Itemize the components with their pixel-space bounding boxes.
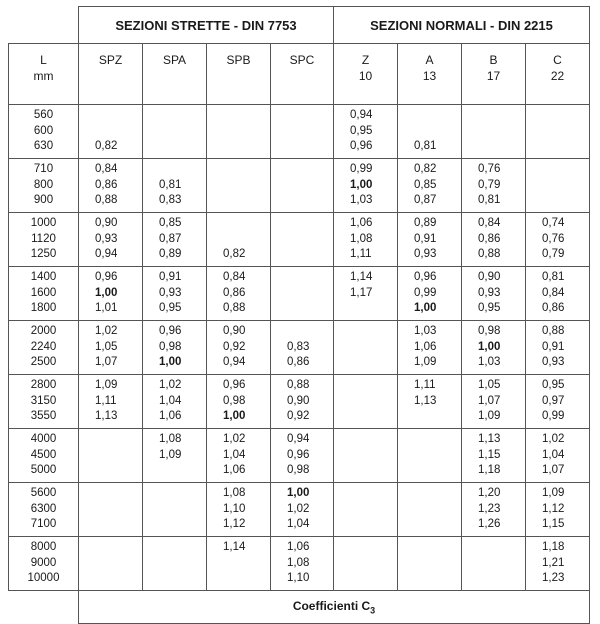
table-body bbox=[9, 105, 590, 591]
coefficient-value: 1,02 bbox=[159, 379, 182, 391]
footer-label: Coefficienti C bbox=[292, 598, 371, 613]
coefficient-value: 1,00 bbox=[159, 356, 182, 368]
length-value: 2000 bbox=[30, 325, 57, 337]
coefficient-value: 1,00 bbox=[414, 302, 437, 314]
length-value: 5000 bbox=[30, 464, 57, 476]
value-cell-spa bbox=[143, 537, 207, 591]
coefficient-value: 1,00 bbox=[350, 178, 373, 191]
coefficient-value: 0,88 bbox=[287, 379, 310, 391]
value-cell-spa bbox=[143, 429, 207, 483]
footer-row bbox=[9, 591, 590, 624]
value-cell-spb bbox=[207, 321, 271, 375]
coefficient-value bbox=[95, 108, 142, 124]
value-cell-c bbox=[526, 321, 590, 375]
length-value: 5600 bbox=[30, 487, 57, 499]
coefficient-value: 0,86 bbox=[287, 356, 310, 368]
value-cell-b bbox=[462, 213, 526, 267]
value-cell-spz bbox=[79, 321, 143, 375]
coefficient-value: 0,94 bbox=[223, 356, 246, 368]
table-row bbox=[9, 537, 590, 591]
value-cell-c bbox=[526, 483, 590, 537]
coefficient-value: 0,90 bbox=[223, 325, 246, 337]
coefficient-value: 0,98 bbox=[159, 340, 182, 353]
coefficient-value: 1,21 bbox=[542, 556, 565, 569]
coefficient-value: 0,84 bbox=[542, 286, 565, 299]
coefficient-footer bbox=[79, 591, 590, 624]
length-value: 1600 bbox=[30, 286, 57, 299]
coefficient-value bbox=[95, 124, 142, 140]
coefficient-value: 1,13 bbox=[95, 410, 118, 422]
coefficient-value: 0,81 bbox=[414, 140, 437, 152]
value-cell-b bbox=[462, 375, 526, 429]
length-value: 1800 bbox=[30, 302, 57, 314]
value-cell-c bbox=[526, 267, 590, 321]
column-size: 13 bbox=[422, 68, 437, 83]
value-cell-z bbox=[334, 213, 398, 267]
coefficient-value: 0,74 bbox=[542, 217, 565, 229]
column-header-z bbox=[334, 44, 398, 105]
column-header-a bbox=[398, 44, 462, 105]
coefficient-value: 1,11 bbox=[95, 394, 117, 407]
value-cell-b bbox=[462, 483, 526, 537]
value-cell-a bbox=[398, 267, 462, 321]
table-row bbox=[9, 267, 590, 321]
value-cell-spz bbox=[79, 375, 143, 429]
coefficient-value: 1,04 bbox=[159, 394, 182, 407]
coefficient-value: 1,15 bbox=[542, 518, 565, 530]
value-cell-c bbox=[526, 429, 590, 483]
column-size bbox=[79, 68, 142, 84]
length-cell bbox=[9, 321, 79, 375]
coefficient-value: 0,85 bbox=[159, 217, 182, 229]
column-size bbox=[143, 68, 206, 84]
coefficient-value: 0,94 bbox=[287, 433, 310, 445]
length-value: 560 bbox=[33, 109, 54, 121]
value-cell-spz bbox=[79, 429, 143, 483]
coefficient-value: 0,96 bbox=[95, 271, 118, 283]
length-value: 600 bbox=[33, 124, 54, 137]
length-value: 7100 bbox=[30, 518, 57, 530]
coefficient-value: 0,90 bbox=[95, 217, 118, 229]
table-row bbox=[9, 375, 590, 429]
coefficient-value: 1,01 bbox=[95, 302, 118, 314]
value-cell-a bbox=[398, 105, 462, 159]
coefficient-value: 1,08 bbox=[159, 433, 182, 445]
coefficient-value: 1,23 bbox=[478, 502, 501, 515]
coefficient-value: 0,87 bbox=[414, 194, 437, 206]
coefficient-value bbox=[287, 324, 333, 340]
value-cell-spz bbox=[79, 483, 143, 537]
value-cell-spa bbox=[143, 105, 207, 159]
length-symbol: L bbox=[40, 53, 47, 67]
coefficient-value: 0,96 bbox=[414, 271, 437, 283]
value-cell-spc bbox=[271, 159, 334, 213]
column-size: 22 bbox=[550, 68, 565, 83]
coefficient-value: 0,84 bbox=[478, 217, 501, 229]
length-value: 3550 bbox=[30, 410, 57, 422]
coefficient-value: 1,12 bbox=[542, 502, 565, 515]
length-value: 900 bbox=[33, 194, 54, 206]
coefficient-value: 1,00 bbox=[223, 410, 246, 422]
coefficient-value: 0,88 bbox=[542, 325, 565, 337]
table-row bbox=[9, 159, 590, 213]
coefficient-value: 1,04 bbox=[287, 518, 310, 530]
coefficient-value: 1,00 bbox=[287, 487, 310, 499]
coefficient-value: 1,26 bbox=[478, 518, 501, 530]
coefficient-value: 1,13 bbox=[414, 394, 437, 407]
coefficient-value: 0,85 bbox=[414, 178, 437, 191]
coefficient-value bbox=[414, 108, 461, 124]
coefficient-value: 0,97 bbox=[542, 394, 565, 407]
coefficient-value: 1,04 bbox=[223, 448, 246, 461]
coefficient-table bbox=[8, 6, 590, 624]
value-cell-spc bbox=[271, 375, 334, 429]
coefficient-value: 0,91 bbox=[159, 271, 182, 283]
coefficient-value: 0,76 bbox=[478, 163, 501, 175]
table-row bbox=[9, 429, 590, 483]
coefficient-value: 0,95 bbox=[478, 302, 501, 314]
coefficient-value: 0,92 bbox=[287, 410, 310, 422]
value-cell-spa bbox=[143, 267, 207, 321]
coefficient-value: 1,14 bbox=[223, 541, 246, 553]
coefficient-value: 0,81 bbox=[542, 271, 565, 283]
group-header-normal: SEZIONI NORMALI - DIN 2215 bbox=[334, 7, 590, 44]
coefficient-value: 0,96 bbox=[287, 448, 310, 461]
length-cell bbox=[9, 159, 79, 213]
value-cell-spa bbox=[143, 375, 207, 429]
value-cell-c bbox=[526, 159, 590, 213]
coefficient-value: 1,20 bbox=[478, 487, 501, 499]
length-value: 1120 bbox=[31, 232, 56, 245]
length-value: 8000 bbox=[30, 541, 57, 553]
footer-empty-cell bbox=[9, 591, 79, 624]
value-cell-spc bbox=[271, 105, 334, 159]
coefficient-value: 1,09 bbox=[542, 487, 565, 499]
coefficient-value: 1,06 bbox=[223, 464, 246, 476]
coefficient-value: 1,03 bbox=[350, 194, 373, 206]
coefficient-value: 0,94 bbox=[95, 248, 118, 260]
value-cell-spc bbox=[271, 483, 334, 537]
length-value: 800 bbox=[33, 178, 54, 191]
coefficient-value: 0,86 bbox=[478, 232, 501, 245]
column-label: B bbox=[489, 53, 498, 67]
length-value: 1250 bbox=[30, 248, 57, 260]
coefficient-value: 0,84 bbox=[223, 271, 246, 283]
value-cell-c bbox=[526, 375, 590, 429]
coefficient-value: 0,94 bbox=[350, 109, 373, 121]
length-cell bbox=[9, 429, 79, 483]
coefficient-value: 0,88 bbox=[223, 302, 246, 314]
coefficient-value: 1,03 bbox=[478, 356, 501, 368]
value-cell-c bbox=[526, 105, 590, 159]
coefficient-value: 0,82 bbox=[414, 163, 437, 175]
value-cell-b bbox=[462, 429, 526, 483]
value-cell-b bbox=[462, 537, 526, 591]
value-cell-z bbox=[334, 429, 398, 483]
value-cell-a bbox=[398, 483, 462, 537]
value-cell-spb bbox=[207, 159, 271, 213]
coefficient-value: 0,88 bbox=[478, 248, 501, 260]
coefficient-value: 1,06 bbox=[287, 541, 310, 553]
length-cell bbox=[9, 483, 79, 537]
coefficient-value: 1,08 bbox=[223, 487, 246, 499]
coefficient-value: 1,06 bbox=[414, 340, 437, 353]
value-cell-spb bbox=[207, 429, 271, 483]
length-value: 9000 bbox=[30, 556, 57, 569]
coefficient-value: 1,11 bbox=[350, 248, 372, 260]
coefficient-value: 0,90 bbox=[287, 394, 310, 407]
value-cell-spc bbox=[271, 321, 334, 375]
coefficient-value: 1,09 bbox=[159, 448, 182, 461]
coefficient-value: 0,79 bbox=[542, 248, 565, 260]
coefficient-value: 0,95 bbox=[159, 302, 182, 314]
column-label: Z bbox=[361, 53, 370, 67]
coefficient-value: 0,83 bbox=[159, 194, 182, 206]
group-header-narrow: SEZIONI STRETTE - DIN 7753 bbox=[79, 7, 334, 44]
value-cell-z bbox=[334, 321, 398, 375]
value-cell-a bbox=[398, 375, 462, 429]
value-cell-spb bbox=[207, 213, 271, 267]
value-cell-a bbox=[398, 213, 462, 267]
value-cell-spc bbox=[271, 213, 334, 267]
value-cell-spz bbox=[79, 159, 143, 213]
coefficient-value: 0,76 bbox=[542, 232, 565, 245]
coefficient-value: 0,86 bbox=[223, 286, 246, 299]
value-cell-a bbox=[398, 537, 462, 591]
coefficient-value: 0,93 bbox=[542, 356, 565, 368]
length-cell bbox=[9, 375, 79, 429]
value-cell-spa bbox=[143, 321, 207, 375]
length-value: 710 bbox=[33, 163, 54, 175]
value-cell-spz bbox=[79, 105, 143, 159]
coefficient-value: 0,96 bbox=[223, 379, 246, 391]
coefficient-value: 1,18 bbox=[542, 541, 565, 553]
value-cell-spa bbox=[143, 483, 207, 537]
coefficient-value: 1,18 bbox=[478, 464, 501, 476]
coefficient-value: 1,12 bbox=[223, 518, 246, 530]
coefficient-value: 1,09 bbox=[95, 379, 118, 391]
coefficient-value: 0,84 bbox=[95, 163, 118, 175]
value-cell-z bbox=[334, 537, 398, 591]
value-cell-spa bbox=[143, 159, 207, 213]
value-cell-b bbox=[462, 105, 526, 159]
coefficient-value: 1,06 bbox=[159, 410, 182, 422]
column-header-spz bbox=[79, 44, 143, 105]
coefficient-value bbox=[414, 124, 461, 140]
length-cell bbox=[9, 213, 79, 267]
value-cell-spb bbox=[207, 105, 271, 159]
value-cell-spb bbox=[207, 375, 271, 429]
coefficient-value: 0,96 bbox=[159, 325, 182, 337]
coefficient-value: 1,13 bbox=[478, 433, 501, 445]
column-size: 10 bbox=[358, 68, 373, 83]
coefficient-value: 1,23 bbox=[542, 572, 565, 584]
length-header bbox=[9, 44, 79, 105]
coefficient-value: 0,91 bbox=[542, 340, 565, 353]
column-header-spc bbox=[271, 44, 334, 105]
value-cell-spc bbox=[271, 537, 334, 591]
value-cell-b bbox=[462, 321, 526, 375]
coefficient-value: 0,88 bbox=[95, 194, 118, 206]
value-cell-z bbox=[334, 375, 398, 429]
value-cell-spc bbox=[271, 429, 334, 483]
length-value: 2240 bbox=[30, 340, 57, 353]
table-row bbox=[9, 213, 590, 267]
length-value: 3150 bbox=[30, 394, 57, 407]
length-value: 6300 bbox=[30, 502, 57, 515]
value-cell-spz bbox=[79, 213, 143, 267]
coefficient-value bbox=[223, 216, 270, 232]
group-header-row bbox=[9, 7, 590, 44]
column-size bbox=[271, 68, 333, 84]
column-header-spb bbox=[207, 44, 271, 105]
coefficient-value: 0,93 bbox=[414, 248, 437, 260]
table-row bbox=[9, 105, 590, 159]
value-cell-a bbox=[398, 321, 462, 375]
coefficient-value: 0,82 bbox=[95, 140, 118, 152]
length-value: 2800 bbox=[30, 379, 57, 391]
value-cell-spz bbox=[79, 267, 143, 321]
coefficient-value: 1,14 bbox=[350, 271, 373, 283]
value-cell-b bbox=[462, 267, 526, 321]
coefficient-value: 1,00 bbox=[95, 286, 118, 299]
table-row bbox=[9, 321, 590, 375]
coefficient-value: 0,93 bbox=[159, 286, 182, 299]
coefficient-value: 0,89 bbox=[414, 217, 437, 229]
column-label: A bbox=[425, 53, 434, 67]
value-cell-z bbox=[334, 105, 398, 159]
coefficient-value: 1,07 bbox=[542, 464, 565, 476]
length-value: 4500 bbox=[30, 448, 57, 461]
value-cell-c bbox=[526, 213, 590, 267]
column-label: C bbox=[553, 53, 562, 67]
coefficient-value: 0,79 bbox=[478, 178, 501, 191]
column-header-row bbox=[9, 44, 590, 105]
column-size bbox=[207, 68, 270, 84]
coefficient-value: 1,10 bbox=[223, 502, 246, 515]
coefficient-value: 0,99 bbox=[414, 286, 437, 299]
coefficient-value: 1,08 bbox=[350, 232, 373, 245]
coefficient-value: 1,06 bbox=[350, 217, 373, 229]
coefficient-value: 1,02 bbox=[542, 433, 565, 445]
value-cell-z bbox=[334, 267, 398, 321]
length-cell bbox=[9, 105, 79, 159]
coefficient-value bbox=[223, 232, 270, 248]
length-value: 630 bbox=[33, 140, 54, 152]
coefficient-value: 0,95 bbox=[542, 379, 565, 391]
coefficient-value: 0,93 bbox=[478, 286, 501, 299]
coefficient-value: 0,86 bbox=[542, 302, 565, 314]
column-label: SPC bbox=[289, 53, 315, 67]
length-value: 1400 bbox=[30, 271, 57, 283]
coefficient-value: 1,00 bbox=[478, 340, 501, 353]
coefficient-value: 0,93 bbox=[95, 232, 118, 245]
coefficient-value: 1,02 bbox=[287, 502, 310, 515]
value-cell-c bbox=[526, 537, 590, 591]
coefficient-value: 1,07 bbox=[95, 356, 118, 368]
column-header-c bbox=[526, 44, 590, 105]
length-value: 2500 bbox=[30, 356, 57, 368]
coefficient-value: 1,03 bbox=[414, 325, 437, 337]
coefficient-value: 0,91 bbox=[414, 232, 437, 245]
coefficient-value: 1,08 bbox=[287, 556, 310, 569]
coefficient-value: 1,02 bbox=[223, 433, 246, 445]
table-row bbox=[9, 483, 590, 537]
value-cell-spb bbox=[207, 483, 271, 537]
column-label: SPB bbox=[226, 53, 251, 67]
value-cell-a bbox=[398, 429, 462, 483]
column-label: SPA bbox=[162, 53, 187, 67]
length-cell bbox=[9, 537, 79, 591]
value-cell-a bbox=[398, 159, 462, 213]
coefficient-value bbox=[159, 162, 206, 178]
coefficient-value: 0,89 bbox=[159, 248, 182, 260]
value-cell-z bbox=[334, 159, 398, 213]
length-cell bbox=[9, 267, 79, 321]
column-size: 17 bbox=[486, 68, 501, 83]
coefficient-value: 1,17 bbox=[350, 286, 373, 299]
value-cell-z bbox=[334, 483, 398, 537]
value-cell-spa bbox=[143, 213, 207, 267]
coefficient-value: 1,07 bbox=[478, 394, 501, 407]
coefficient-value: 0,99 bbox=[350, 163, 373, 175]
corner-cell bbox=[9, 7, 79, 44]
coefficient-value: 1,10 bbox=[287, 572, 310, 584]
coefficient-value: 0,98 bbox=[287, 464, 310, 476]
coefficient-value: 0,83 bbox=[287, 340, 310, 353]
coefficient-value: 1,15 bbox=[478, 448, 501, 461]
value-cell-b bbox=[462, 159, 526, 213]
value-cell-spb bbox=[207, 537, 271, 591]
length-value: 10000 bbox=[27, 572, 60, 584]
coefficient-value: 0,98 bbox=[223, 394, 246, 407]
length-value: 1000 bbox=[30, 217, 57, 229]
coefficient-value: 0,82 bbox=[223, 248, 246, 260]
coefficient-value: 1,11 bbox=[414, 379, 436, 391]
coefficient-value: 0,81 bbox=[159, 178, 182, 191]
coefficient-value: 1,05 bbox=[95, 340, 118, 353]
coefficient-value: 1,05 bbox=[478, 379, 501, 391]
value-cell-spb bbox=[207, 267, 271, 321]
value-cell-spz bbox=[79, 537, 143, 591]
coefficient-value: 0,98 bbox=[478, 325, 501, 337]
coefficient-value: 1,09 bbox=[478, 410, 501, 422]
coefficient-value: 0,96 bbox=[350, 140, 373, 152]
coefficient-value: 0,87 bbox=[159, 232, 182, 245]
coefficient-value: 0,86 bbox=[95, 178, 118, 191]
column-header-spa bbox=[143, 44, 207, 105]
coefficient-value: 0,90 bbox=[478, 271, 501, 283]
length-unit: mm bbox=[33, 68, 54, 83]
column-header-b bbox=[462, 44, 526, 105]
length-value: 4000 bbox=[30, 433, 57, 445]
footer-subscript: 3 bbox=[370, 605, 376, 616]
coefficient-value: 1,09 bbox=[414, 356, 437, 368]
coefficient-value: 1,02 bbox=[95, 325, 118, 337]
coefficient-value: 0,92 bbox=[223, 340, 246, 353]
coefficient-value: 0,99 bbox=[542, 410, 565, 422]
value-cell-spc bbox=[271, 267, 334, 321]
column-label: SPZ bbox=[98, 53, 123, 67]
coefficient-value: 0,95 bbox=[350, 124, 373, 137]
coefficient-value: 1,04 bbox=[542, 448, 565, 461]
coefficient-value: 0,81 bbox=[478, 194, 501, 206]
